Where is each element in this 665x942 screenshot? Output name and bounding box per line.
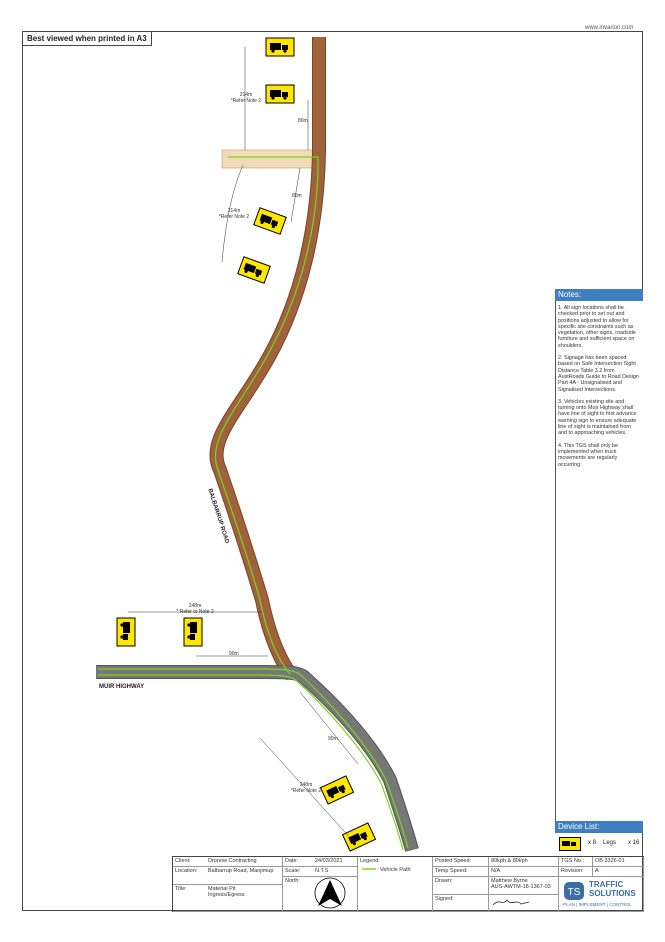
device-list-row	[555, 834, 643, 854]
scale-value: N.T.S	[315, 868, 329, 874]
dim-214m-south: 214m *Refer Note 2	[218, 208, 250, 220]
dim-80m-south: 80m	[292, 193, 302, 199]
revision-value: A	[595, 868, 599, 874]
legs-qty: x 16	[628, 840, 640, 846]
logo-line2: SOLUTIONS	[589, 889, 636, 898]
note-item: 3. Vehicles existing site and turning onto Muir Highway shall have line of sight to first advance warning sign to ensure adequate line of sight is maintained from and to approaching vehicles.	[558, 398, 637, 437]
dim-248m-east: 248m *Refer Note 2	[290, 782, 322, 794]
north-label: North:	[285, 878, 300, 884]
legend-item: Vehicle Path	[380, 867, 411, 873]
truck-sign	[184, 618, 202, 646]
date-value: 24/03/2021	[315, 858, 343, 864]
scale-label: Scale:	[285, 868, 301, 874]
logo-line1: TRAFFIC	[589, 880, 624, 889]
client-value: Dronow Contracting	[208, 858, 257, 864]
muir-highway	[96, 672, 412, 850]
truck-sign	[321, 776, 354, 804]
notes-body	[558, 305, 640, 474]
dim-214m-north: 214m *Refer Note 2	[230, 92, 262, 104]
print-banner: Best viewed when printed in A3	[22, 31, 152, 46]
signed-label: Signed:	[435, 896, 454, 902]
dim-90m-east: 90m	[328, 736, 338, 742]
dim-80m-north: 80m	[298, 118, 308, 124]
posted-speed-value: 80kph & 80kph	[491, 858, 528, 864]
device-qty: x 8	[588, 840, 597, 846]
company-logo	[559, 877, 644, 912]
balbarrup-road-label: BALBARRUP ROAD	[206, 488, 230, 545]
truck-sign-icon	[559, 837, 581, 851]
location-value: Balbarrup Road, Manjimup	[208, 868, 274, 874]
svg-text:TS: TS	[567, 887, 581, 898]
drawn-label: Drawn:	[435, 878, 453, 884]
legs-label: Legs	[603, 840, 617, 846]
signature	[491, 896, 531, 908]
dim-90m-west: 90m	[229, 651, 239, 657]
ts-logo-icon	[563, 881, 585, 901]
client-label: Client:	[175, 858, 191, 864]
note-item: 4. This TGS shall only be implemented when truck movements are regularly occurring.	[558, 442, 619, 468]
drawn-value: Matthew Byrne	[491, 878, 528, 884]
logo-tagline: PLAN | IMPLEMENT | CONTROL	[563, 902, 632, 907]
legend-label: Legend:	[360, 858, 380, 864]
truck-sign	[266, 38, 294, 56]
temp-speed-label: Temp Speed:	[435, 868, 468, 874]
truck-sign	[238, 257, 270, 283]
truck-sign	[254, 208, 286, 234]
title-value: Material Pit Ingress/Egress	[208, 886, 245, 898]
title-label: Title:	[175, 886, 187, 892]
muir-highway-label: MUIR HIGHWAY	[99, 684, 145, 690]
drawn-id: AUS-AWTM-18-1367-03	[491, 884, 551, 890]
dim-248m-west: 248m * Refer to Note 2	[176, 603, 214, 615]
truck-sign	[266, 85, 294, 103]
date-label: Date:	[285, 858, 299, 864]
notes-title: Notes:	[555, 289, 643, 301]
revision-label: Revision:	[561, 868, 584, 874]
tgs-label: TGS No.:	[561, 858, 584, 864]
location-label: Location:	[175, 868, 198, 874]
device-list-title: Device List:	[555, 821, 643, 833]
temp-speed-value: N/A	[491, 868, 501, 874]
truck-sign	[117, 618, 135, 646]
watermark: www.invarion.com	[585, 25, 634, 31]
title-block	[172, 856, 644, 912]
truck-sign	[343, 823, 376, 851]
note-item: 1. All sign locations shall be checked prior to set out and positions adjusted to allow for specific site constraints such as vegetation, other signs, roadside furniture and sufficient space on shoulders.	[558, 305, 636, 349]
tgs-value: OB 3326-01	[595, 858, 625, 864]
site-access-track	[222, 150, 317, 168]
posted-speed-label: Posted Speed:	[435, 858, 472, 864]
note-item: 2. Signage has been spaced based on Safe Intersection Sight Distance Table 3.2 from AustRoads Guide to Road Design Part 4A - Unsignalised and Signalised Intersections.	[558, 355, 639, 393]
